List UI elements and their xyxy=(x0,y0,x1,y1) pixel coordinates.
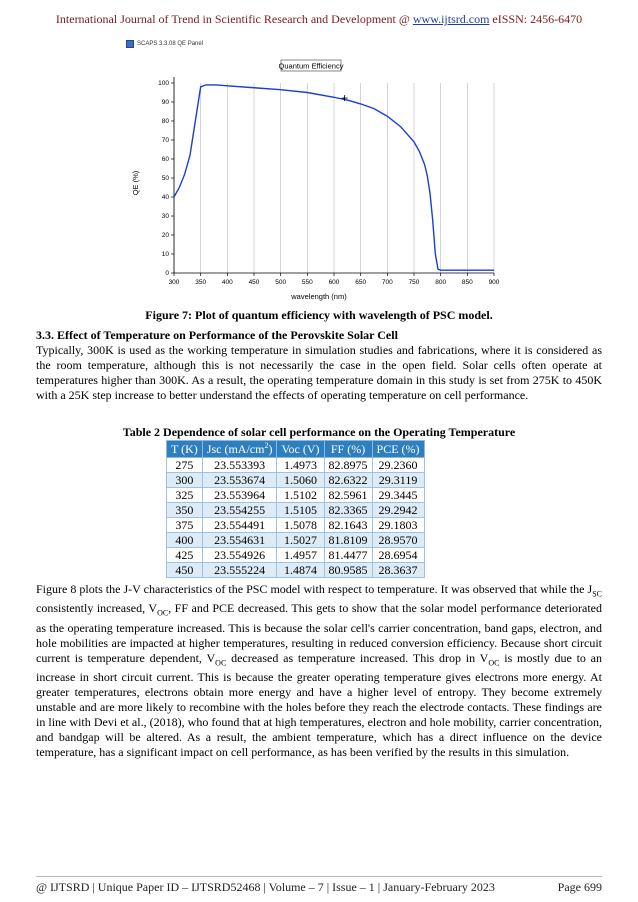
cell-voc: 1.5060 xyxy=(277,473,324,488)
p2-sub-oc2: OC xyxy=(215,658,227,668)
cell-pce: 29.3119 xyxy=(372,473,424,488)
cell-ff: 81.8109 xyxy=(324,533,372,548)
cell-temperature: 400 xyxy=(167,533,203,548)
cell-temperature: 450 xyxy=(167,563,203,578)
cell-jsc: 23.554926 xyxy=(202,548,277,563)
x-tick-label: 550 xyxy=(301,279,313,286)
y-tick-label: 80 xyxy=(161,118,169,126)
cell-voc: 1.5105 xyxy=(277,503,324,518)
table-caption: Table 2 Dependence of solar cell performance on the Operating Temperature xyxy=(122,425,516,439)
y-tick-label: 20 xyxy=(161,232,169,240)
cell-ff: 82.8975 xyxy=(324,458,372,473)
qe-panel-title-text: SCAPS 3.3.08 QE Panel xyxy=(137,41,204,47)
cell-pce: 29.2942 xyxy=(372,503,424,518)
x-tick-label: 900 xyxy=(488,279,500,286)
x-tick-label: 500 xyxy=(275,279,287,286)
cell-temperature: 275 xyxy=(167,458,203,473)
p2-sub-oc3: OC xyxy=(488,658,500,668)
cell-voc: 1.5078 xyxy=(277,518,324,533)
x-tick-label: 350 xyxy=(195,279,207,286)
cell-ff: 82.3365 xyxy=(324,503,372,518)
x-tick-label: 750 xyxy=(408,279,420,286)
table-row xyxy=(167,488,425,503)
x-tick-label: 700 xyxy=(381,279,393,286)
cell-pce: 29.2360 xyxy=(372,458,424,473)
cell-temperature: 325 xyxy=(167,488,203,503)
cell-jsc: 23.553393 xyxy=(202,458,277,473)
cell-ff: 80.9585 xyxy=(324,563,372,578)
x-tick-label: 850 xyxy=(461,279,473,286)
y-axis-label: QE (%) xyxy=(131,170,140,196)
y-tick-label: 0 xyxy=(165,270,169,278)
qe-panel-title xyxy=(126,40,203,48)
qe-figure xyxy=(118,36,510,306)
cell-ff: 82.6322 xyxy=(324,473,372,488)
y-tick-label: 40 xyxy=(161,194,169,202)
page-footer xyxy=(36,880,602,895)
table-row xyxy=(167,518,425,533)
col-pce: PCE (%) xyxy=(372,441,424,458)
cell-temperature: 375 xyxy=(167,518,203,533)
cell-ff: 81.4477 xyxy=(324,548,372,563)
cell-temperature: 350 xyxy=(167,503,203,518)
table-row xyxy=(167,563,425,578)
cell-voc: 1.4874 xyxy=(277,563,324,578)
cell-jsc: 23.554255 xyxy=(202,503,277,518)
figure-caption: Figure 7: Plot of quantum efficiency with wavelength of PSC model. xyxy=(145,308,493,322)
cell-pce: 29.3445 xyxy=(372,488,424,503)
x-tick-label: 400 xyxy=(221,279,233,286)
x-tick-label: 800 xyxy=(435,279,447,286)
paragraph-temperature-intro: Typically, 300K is used as the working temperature in simulation studies and fabrications, where it is considered as the room temperature, although this is not necessarily the case in the open field. Solar cells often operate at temperatures higher than 300K. As a result, the operating temperature domain in this study is set from 275K to 450K with a 25K step increase to better understand the effects of operating temperature on cell performance. xyxy=(36,343,602,402)
section-heading: 3.3. Effect of Temperature on Performance of the Perovskite Solar Cell xyxy=(36,328,398,342)
cell-temperature: 300 xyxy=(167,473,203,488)
footer-page-number: Page 699 xyxy=(557,880,602,894)
cell-pce: 28.3637 xyxy=(372,563,424,578)
cell-voc: 1.5102 xyxy=(277,488,324,503)
p2-sub-sc: SC xyxy=(592,589,602,599)
scaps-app-icon xyxy=(126,40,134,48)
y-tick-label: 10 xyxy=(161,251,169,259)
p2-part-c: , FF and PCE decreased. This gets to show that the solar model performance deteriorated as the operating temperature increased. This is because the solar cell's carrier concentration, band gaps, electron, and hole mobilities are impacted at higher temperatures, resulting in reduced conversion efficiency. Because short circuit current is temperature dependent, V xyxy=(36,601,602,665)
journal-url-link[interactable]: www.ijtsrd.com xyxy=(412,12,490,26)
y-tick-label: 70 xyxy=(161,137,169,145)
footer-paper-info: @ IJTSRD | Unique Paper ID – IJTSRD52468 | Volume – 7 | Issue – 1 | January-February 2023 xyxy=(36,880,495,894)
table-row xyxy=(167,473,425,488)
table-row xyxy=(167,533,425,548)
y-tick-label: 90 xyxy=(161,99,169,107)
col-temperature: T (K) xyxy=(167,441,203,458)
cell-ff: 82.1643 xyxy=(324,518,372,533)
col-jsc-text: Jsc (mA/cm xyxy=(206,442,265,456)
p2-part-e: is mostly due to an increase in short circuit current. This is because the greater operating temperature gives electrons more energy. At greater temperatures, electrons obtain more energy and have a higher level of entropy. They become extremely unstable and are more likely to recombine with the holes before they reach the electrode contacts. These findings are in line with Devi et al., (2018), who found that at high temperatures, electron and hole mobility, carrier concentration, and bandgap will be altered. As a result, the ambient temperature, which has a direct influence on the device temperature, has a significant impact on cell performance, as has been verified by the results in this simulation. xyxy=(36,650,603,760)
cell-pce: 28.6954 xyxy=(372,548,424,563)
p2-part-b: consistently increased, V xyxy=(36,601,158,616)
temperature-table xyxy=(166,440,425,578)
table-row xyxy=(167,458,425,473)
footer-divider xyxy=(36,876,602,877)
y-tick-label: 30 xyxy=(161,213,169,221)
qe-chart xyxy=(118,36,510,306)
cell-voc: 1.5027 xyxy=(277,533,324,548)
cell-jsc: 23.553674 xyxy=(202,473,277,488)
y-tick-label: 50 xyxy=(161,175,169,183)
table-header-row xyxy=(167,441,425,458)
p2-sub-oc1: OC xyxy=(157,608,169,618)
cell-jsc: 23.554631 xyxy=(202,533,277,548)
x-tick-label: 600 xyxy=(328,279,340,286)
chart-title: Quantum Efficiency xyxy=(278,61,344,71)
table-row xyxy=(167,548,425,563)
cell-ff: 82.5961 xyxy=(324,488,372,503)
cell-pce: 28.9570 xyxy=(372,533,424,548)
cell-pce: 29.1803 xyxy=(372,518,424,533)
cell-voc: 1.4957 xyxy=(277,548,324,563)
x-axis-label: wavelength (nm) xyxy=(291,292,347,301)
cell-voc: 1.4973 xyxy=(277,458,324,473)
journal-header xyxy=(0,12,638,27)
x-tick-label: 650 xyxy=(355,279,367,286)
table-row xyxy=(167,503,425,518)
col-jsc xyxy=(202,441,277,458)
col-jsc-close: ) xyxy=(268,442,273,456)
cell-jsc: 23.553964 xyxy=(202,488,277,503)
cell-jsc: 23.554491 xyxy=(202,518,277,533)
journal-name: International Journal of Trend in Scientific Research and Development @ xyxy=(55,12,413,26)
y-tick-label: 100 xyxy=(158,80,169,88)
col-jsc-sup: 2 xyxy=(264,441,269,450)
cell-temperature: 425 xyxy=(167,548,203,563)
y-tick-label: 60 xyxy=(161,156,169,164)
p2-part-d: decreased as temperature increased. This drop in V xyxy=(226,650,489,665)
p2-part-a: Figure 8 plots the J-V characteristics of the PSC model with respect to temperature. It was observed that while the J xyxy=(36,582,593,596)
cursor-marker: + xyxy=(341,91,349,106)
journal-issn: eISSN: 2456-6470 xyxy=(489,12,583,26)
x-tick-label: 450 xyxy=(248,279,260,286)
x-tick-label: 300 xyxy=(168,279,180,286)
col-ff: FF (%) xyxy=(324,441,372,458)
cell-jsc: 23.555224 xyxy=(202,563,277,578)
paragraph-jv-discussion xyxy=(36,582,602,760)
col-voc: Voc (V) xyxy=(277,441,324,458)
